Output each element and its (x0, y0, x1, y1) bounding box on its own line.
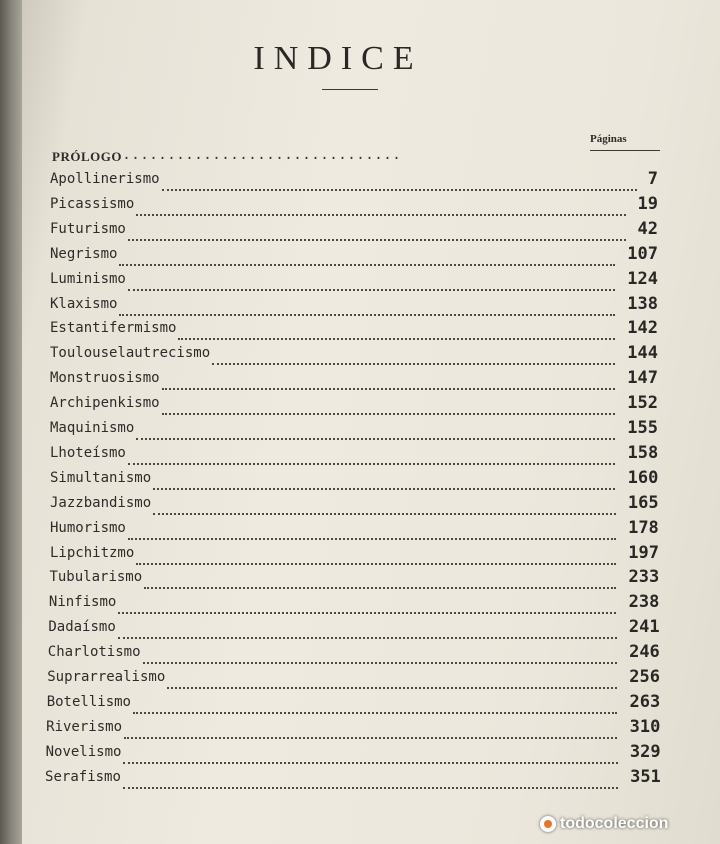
toc-entry-label: Serafismo (45, 768, 121, 785)
toc-entry-label: Simultanismo (50, 469, 152, 486)
toc-entry-label: Lipchitzmo (50, 544, 135, 561)
toc-entry-label: Riverismo (46, 718, 122, 735)
toc-entry (0, 716, 661, 743)
toc-entry-leader-dots (119, 298, 615, 316)
watermark-text: todocoleccion (560, 815, 669, 832)
toc-entry-page-number: 233 (628, 567, 660, 588)
toc-entry (0, 517, 660, 544)
toc-entry (0, 268, 660, 295)
toc-entry-leader-dots (123, 746, 617, 764)
toc-entry-label: Monstruosismo (50, 370, 160, 387)
toc-entry-page-number: 142 (627, 318, 658, 339)
toc-entry-page-number: 152 (627, 393, 658, 414)
toc-entry-prologo-label: PRÓLOGO (52, 149, 122, 164)
toc-entry-leader-dots (124, 721, 617, 739)
toc-entry (0, 492, 660, 519)
toc-entry-label: Ninfismo (48, 594, 117, 611)
toc-entry-page-number: 138 (627, 293, 658, 314)
toc-entry-leader-dots (123, 771, 618, 789)
toc-entry-page-number: 147 (627, 368, 658, 389)
toc-entry-prologo-leader: ............................... (122, 147, 402, 164)
toc-entry-label: Picassismo (50, 195, 135, 212)
toc-entry-page-number: 178 (628, 517, 659, 538)
toc-entry (0, 243, 660, 270)
toc-entry-page-number: 160 (627, 467, 659, 488)
toc-entry-label: Apollinerismo (50, 171, 160, 187)
toc-entry (0, 669, 660, 693)
toc-entry-leader-dots (153, 497, 615, 515)
toc-entry-leader-dots (128, 273, 615, 291)
toc-entry-label: Tubularismo (49, 569, 143, 586)
toc-entry (0, 594, 660, 618)
toc-entry-label: Charlotismo (47, 644, 141, 661)
column-header-pages: Páginas (590, 133, 660, 151)
toc-entry (0, 320, 660, 344)
toc-entry (0, 193, 660, 220)
toc-entry (0, 420, 660, 444)
toc-entry-leader-dots (144, 571, 616, 589)
toc-entry (0, 619, 660, 643)
toc-entry-page-number: 7 (647, 169, 658, 189)
toc-entry-leader-dots (178, 322, 615, 340)
toc-entry-label: Dadaísmo (48, 619, 116, 636)
toc-entry (0, 467, 660, 494)
toc-entry-leader-dots (118, 621, 617, 639)
toc-entry-label: Futurismo (50, 220, 126, 237)
toc-entry-leader-dots (153, 472, 615, 490)
toc-entry-page-number: 310 (629, 716, 661, 737)
toc-entry (0, 370, 660, 394)
toc-entry-label: Suprarrealismo (47, 669, 166, 685)
toc-entry-label: Estantifermismo (50, 320, 177, 337)
toc-entry (0, 766, 661, 793)
toc-entry (0, 542, 660, 569)
toc-entry-label: Luminismo (50, 270, 126, 287)
toc-entry-page-number: 42 (637, 218, 658, 239)
toc-entry (0, 442, 660, 469)
toc-entry-page-number: 263 (629, 691, 661, 712)
watermark-logo-icon (540, 816, 556, 832)
toc-entry-label: Klaxismo (50, 295, 118, 312)
toc-entry-page-number: 144 (627, 343, 658, 364)
toc-entry-page-number: 241 (628, 617, 660, 638)
toc-entry-leader-dots (136, 547, 616, 565)
toc-entry-label: Humorismo (50, 519, 126, 536)
toc-entry (0, 395, 660, 419)
toc-entry-label: Jazzbandismo (50, 494, 152, 511)
toc-entry-page-number: 107 (627, 243, 658, 264)
toc-entry-page-number: 155 (627, 418, 658, 438)
toc-entry (0, 293, 660, 320)
toc-entry-leader-dots (162, 372, 615, 390)
toc-entry-page-number: 19 (637, 193, 658, 214)
toc-entry-label: Negrismo (50, 245, 118, 262)
toc-entry-leader-dots (128, 522, 616, 540)
toc-entry-page-number: 197 (628, 542, 659, 563)
toc-entry-leader-dots (136, 422, 615, 440)
toc-entry (0, 171, 660, 195)
toc-entry-leader-dots (119, 248, 615, 266)
toc-entry-label: Archipenkismo (50, 395, 160, 412)
toc-entry-leader-dots (143, 646, 617, 664)
toc-entry-label: Toulouselautrecismo (50, 345, 211, 362)
toc-entry (0, 741, 661, 768)
toc-entry-label: Botellismo (46, 693, 131, 710)
toc-entry-page-number: 246 (629, 642, 660, 663)
toc-entry-label: Lhoteísmo (50, 444, 126, 461)
toc-entry-leader-dots (136, 198, 626, 216)
toc-entry-page-number: 256 (629, 667, 660, 687)
watermark (540, 812, 716, 836)
toc-entry-leader-dots (128, 447, 615, 465)
toc-entry-leader-dots (128, 223, 626, 241)
toc-entry-page-number: 351 (630, 766, 661, 787)
toc-entry-page-number: 158 (627, 442, 659, 463)
toc-entry-leader-dots (118, 596, 616, 614)
toc-entry-leader-dots (133, 696, 617, 714)
page-title: INDICE (253, 40, 423, 77)
toc-entry (0, 345, 660, 369)
toc-entry (0, 644, 660, 668)
toc-entry (0, 218, 660, 245)
toc-entry-page-number: 165 (627, 492, 659, 513)
toc-entry (0, 691, 661, 718)
toc-entry-leader-dots (167, 671, 617, 689)
toc-entry-leader-dots (162, 173, 637, 191)
toc-entry-leader-dots (162, 397, 615, 415)
toc-entry-page-number: 329 (629, 741, 661, 762)
toc-entry-label: Maquinismo (50, 420, 135, 436)
toc-entry-leader-dots (212, 347, 615, 365)
toc-entry-page-number: 124 (627, 268, 658, 289)
toc-entry-page-number: 238 (628, 592, 660, 613)
toc-entry (0, 569, 660, 593)
toc-entry-label: Novelismo (45, 743, 122, 760)
